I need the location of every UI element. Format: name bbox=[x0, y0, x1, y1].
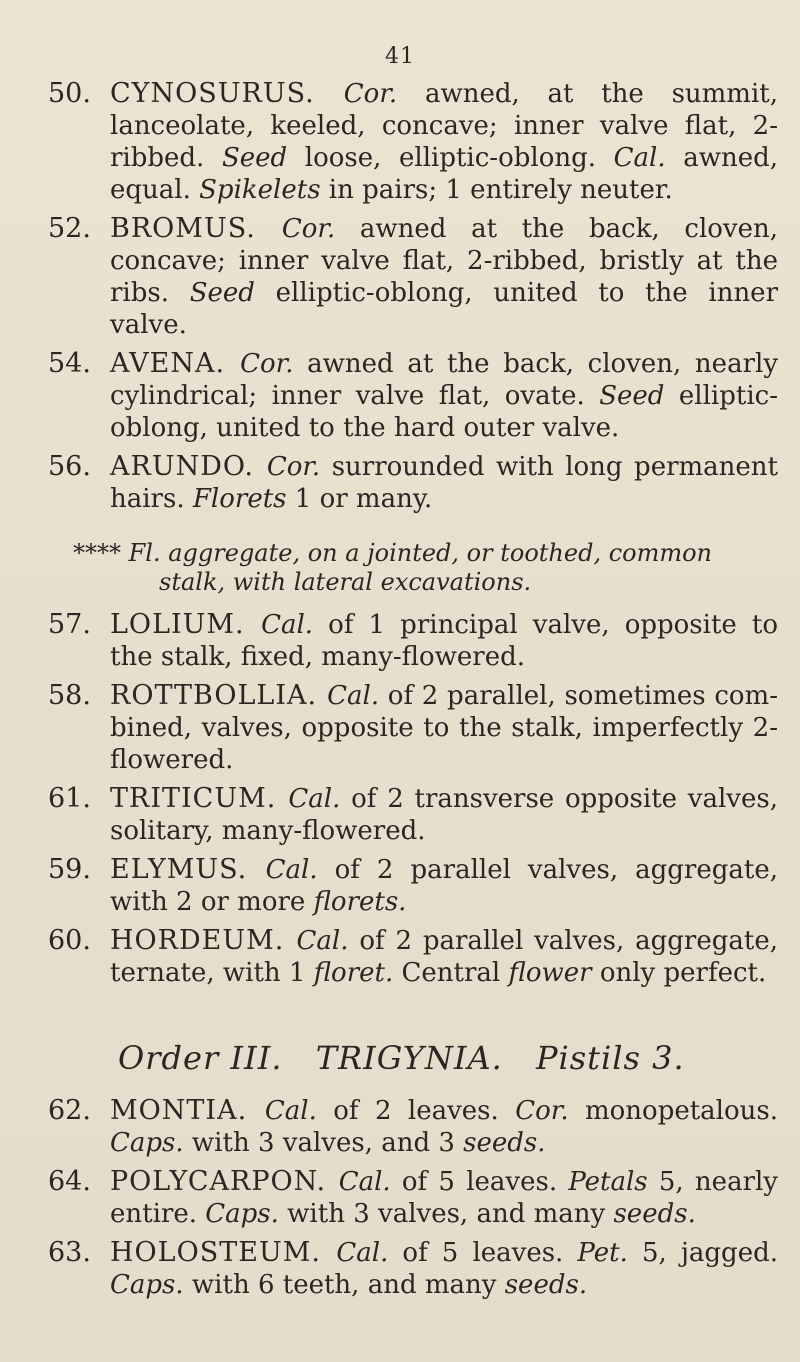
italic-term: Cal. bbox=[338, 1167, 391, 1197]
order-name: TRIGYNIA. bbox=[315, 1039, 503, 1077]
italic-term: Seed bbox=[599, 381, 665, 411]
description-text: with 6 teeth, and many bbox=[183, 1270, 505, 1300]
entry-elymus bbox=[48, 854, 778, 918]
entry-description bbox=[110, 925, 778, 989]
description-text: with 3 valves, and many bbox=[278, 1199, 614, 1229]
italic-term: Cal. bbox=[336, 1238, 389, 1268]
entry-number: 52. bbox=[48, 213, 91, 244]
genus-name: LOLIUM. bbox=[110, 609, 262, 640]
italic-term: seeds. bbox=[504, 1270, 588, 1300]
entry-description bbox=[110, 854, 778, 918]
description-text: 1 or many. bbox=[286, 484, 433, 514]
italic-term: Caps. bbox=[110, 1270, 184, 1300]
section-stars: **** bbox=[73, 539, 121, 567]
entry-number: 59. bbox=[48, 854, 91, 885]
description-text: of 2 leaves. bbox=[316, 1096, 516, 1126]
entry-description bbox=[110, 1237, 778, 1301]
genus-name: TRITICUM. bbox=[110, 783, 289, 814]
genus-name: ROTTBOLLIA. bbox=[110, 680, 328, 711]
section-heading-line2: stalk, with lateral excavations. bbox=[159, 568, 532, 596]
description-text: of 2 parallel valves, aggregate, with 2 or more bbox=[110, 855, 778, 917]
entry-group-a bbox=[48, 78, 778, 515]
entry-description bbox=[110, 1166, 778, 1230]
entry-number: 56. bbox=[48, 451, 91, 482]
order-pistils: Pistils 3. bbox=[535, 1039, 685, 1077]
section-heading bbox=[48, 539, 778, 597]
entry-number: 62. bbox=[48, 1095, 91, 1126]
entry-polycarpon bbox=[48, 1166, 778, 1230]
genus-name: CYNOSURUS. bbox=[110, 78, 344, 109]
description-text: elliptic-oblong, united to the hard outer valve. bbox=[110, 381, 778, 443]
description-text: of 5 leaves. bbox=[390, 1167, 569, 1197]
italic-term: Cal. bbox=[288, 784, 341, 814]
entry-number: 63. bbox=[48, 1237, 91, 1268]
entry-number: 61. bbox=[48, 783, 91, 814]
genus-name: BROMUS. bbox=[110, 213, 282, 244]
description-text: 5, jagged. bbox=[627, 1238, 778, 1268]
italic-term: Cor. bbox=[515, 1096, 569, 1126]
italic-term: seeds. bbox=[463, 1128, 546, 1158]
section-heading-line1: Fl. aggregate, on a jointed, or toothed, common bbox=[128, 539, 713, 567]
italic-term: Cor. bbox=[281, 214, 336, 244]
description-text: awned, equal. bbox=[110, 143, 779, 205]
entry-holosteum bbox=[48, 1237, 778, 1301]
description-text: of 2 parallel valves, aggregate, ternate, with 1 bbox=[110, 926, 778, 988]
genus-name: HORDEUM. bbox=[110, 925, 297, 956]
entry-number: 54. bbox=[48, 348, 91, 379]
entry-lolium bbox=[48, 609, 778, 673]
italic-term: flower bbox=[508, 958, 592, 988]
order-label: Order III. bbox=[118, 1039, 283, 1077]
genus-name: HOLOSTEUM. bbox=[110, 1237, 337, 1268]
entry-arundo bbox=[48, 451, 778, 515]
entry-bromus bbox=[48, 213, 778, 341]
genus-name: ARUNDO. bbox=[110, 451, 267, 482]
italic-term: Petals bbox=[568, 1167, 648, 1197]
italic-term: Cal. bbox=[265, 855, 318, 885]
italic-term: Cor. bbox=[240, 349, 294, 379]
genus-name: AVENA. bbox=[110, 348, 241, 379]
entry-group-c bbox=[48, 1095, 778, 1301]
description-text: loose, elliptic-oblong. bbox=[287, 143, 614, 173]
italic-term: Florets bbox=[192, 484, 287, 514]
entry-description bbox=[110, 609, 778, 673]
italic-term: Pet. bbox=[577, 1238, 628, 1268]
entry-description bbox=[110, 78, 778, 206]
description-text: monopetalous. bbox=[568, 1096, 779, 1126]
italic-term: floret. bbox=[313, 958, 394, 988]
italic-term: Cal. bbox=[327, 681, 380, 711]
order-heading bbox=[48, 1039, 778, 1077]
entry-number: 64. bbox=[48, 1166, 91, 1197]
description-text: awned at the back, cloven, nearly cylindrical; inner valve flat, ovate. bbox=[110, 349, 779, 411]
entry-description bbox=[110, 213, 778, 341]
genus-name: POLYCARPON. bbox=[110, 1166, 339, 1197]
entry-description bbox=[110, 1095, 778, 1159]
entry-number: 58. bbox=[48, 680, 91, 711]
description-text: of 5 leaves. bbox=[388, 1238, 578, 1268]
description-text: awned, at the summit, lanceolate, keeled, concave; inner valve flat, 2-ribbed. bbox=[110, 79, 778, 173]
entry-number: 60. bbox=[48, 925, 91, 956]
italic-term: Cal. bbox=[613, 143, 666, 173]
genus-name: ELYMUS. bbox=[110, 854, 266, 885]
description-text: of 1 principal valve, opposite to the stalk, fixed, many-flowered. bbox=[110, 610, 778, 672]
description-text: 5, nearly entire. bbox=[110, 1167, 778, 1229]
entry-description bbox=[110, 451, 778, 515]
entry-description bbox=[110, 348, 778, 444]
entry-group-b bbox=[48, 609, 778, 989]
description-text: only perfect. bbox=[591, 958, 767, 988]
entry-avena bbox=[48, 348, 778, 444]
italic-term: Cal. bbox=[296, 926, 349, 956]
entry-montia bbox=[48, 1095, 778, 1159]
description-text: of 2 transverse opposite valves, solitary, many-flowered. bbox=[110, 784, 778, 846]
description-text: Central bbox=[393, 958, 509, 988]
entry-cynosurus bbox=[48, 78, 778, 206]
description-text: surrounded with long permanent hairs. bbox=[110, 452, 778, 514]
description-text: elliptic-oblong, united to the inner valve. bbox=[110, 278, 779, 340]
italic-term: Cor. bbox=[266, 452, 321, 482]
italic-term: florets. bbox=[313, 887, 407, 917]
italic-term: Cal. bbox=[261, 610, 314, 640]
italic-term: Seed bbox=[189, 278, 255, 308]
description-text: of 2 parallel, sometimes com-bined, valves, opposite to the stalk, imperfectly 2-flowered. bbox=[110, 681, 778, 775]
entry-number: 57. bbox=[48, 609, 91, 640]
entry-description bbox=[110, 680, 778, 776]
page-number: 41 bbox=[385, 44, 415, 69]
entry-description bbox=[110, 783, 778, 847]
description-text: with 3 valves, and 3 bbox=[183, 1128, 464, 1158]
italic-term: Caps. bbox=[110, 1128, 184, 1158]
italic-term: Spikelets bbox=[199, 175, 321, 205]
italic-term: Caps. bbox=[205, 1199, 279, 1229]
entry-triticum bbox=[48, 783, 778, 847]
entries-container bbox=[48, 78, 778, 1308]
genus-name: MONTIA. bbox=[110, 1095, 265, 1126]
entry-number: 50. bbox=[48, 78, 91, 109]
entry-hordeum bbox=[48, 925, 778, 989]
italic-term: Cal. bbox=[264, 1096, 317, 1126]
italic-term: Seed bbox=[221, 143, 288, 173]
entry-rottbollia bbox=[48, 680, 778, 776]
italic-term: seeds. bbox=[613, 1199, 696, 1229]
description-text: awned at the back, cloven, concave; inner valve flat, 2-ribbed, bristly at the ribs. bbox=[110, 214, 779, 308]
italic-term: Cor. bbox=[343, 79, 398, 109]
description-text: in pairs; 1 entirely neuter. bbox=[320, 175, 673, 205]
